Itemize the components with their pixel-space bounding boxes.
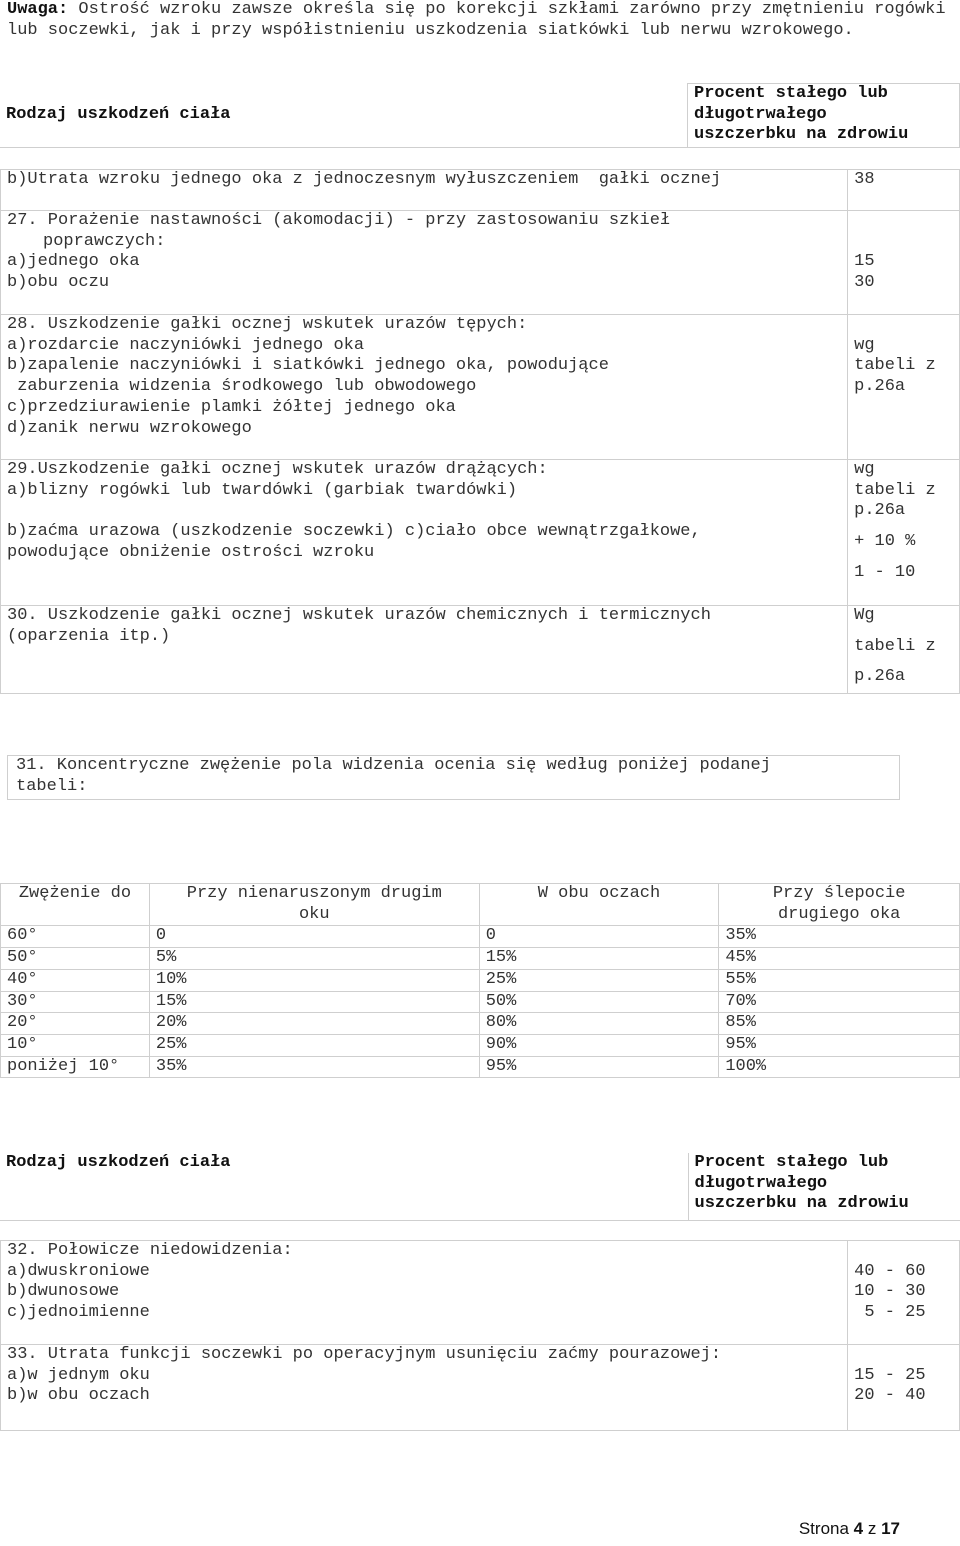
table-row — [1, 1345, 960, 1431]
footer-prefix: Strona — [798, 1519, 854, 1539]
table-row — [1, 211, 960, 315]
table-header-row — [0, 1153, 960, 1220]
table-row — [1, 969, 960, 991]
table-cell: 0 — [479, 926, 719, 948]
table-row — [1, 1034, 960, 1056]
table-header-row — [0, 84, 960, 148]
row-29-values — [848, 460, 960, 606]
row-28-value: p.26a — [854, 377, 906, 397]
footer-separator: z — [863, 1519, 882, 1539]
row-32-item: a)dwuskroniowe — [7, 1261, 150, 1281]
header-injury-type-label: Rodzaj uszkodzeń ciała — [6, 1153, 231, 1172]
table-cell: 10° — [1, 1034, 150, 1056]
table-cell: 0 — [149, 926, 479, 948]
table-cell: 45% — [719, 948, 960, 970]
table-cell: 35% — [149, 1056, 479, 1078]
table-row — [1, 926, 960, 948]
table-cell: 85% — [719, 1013, 960, 1035]
header-percent-line: długotrwałego — [694, 104, 827, 124]
row-32-item: c)jednoimienne — [7, 1303, 150, 1323]
table-cell: 20° — [1, 1013, 150, 1035]
row-27-item: a)jednego oka — [7, 252, 140, 272]
row-29-value: p.26a — [854, 501, 906, 521]
table-cell: 95% — [479, 1056, 719, 1078]
table-cell: 80% — [479, 1013, 719, 1035]
table-cell: 100% — [719, 1056, 960, 1078]
row-32-item: b)dwunosowe — [7, 1282, 120, 1302]
row-28-item: b)zapalenie naczyniówki i siatkówki jednego oka, powodujące — [7, 356, 609, 376]
field-narrowing-table — [0, 883, 960, 1078]
table-row — [1, 1056, 960, 1078]
col-header-label: oku — [298, 904, 330, 924]
header-percent-line: Procent stałego lub — [694, 1153, 889, 1172]
row-32-value: 5 - 25 — [854, 1303, 926, 1323]
warning-note — [7, 0, 952, 41]
table-row — [1, 460, 960, 606]
table-row — [1, 606, 960, 694]
page-footer — [799, 1519, 900, 1540]
header-percent-line: długotrwałego — [694, 1173, 828, 1193]
row-28-text — [1, 315, 848, 460]
table-cell: 40° — [1, 969, 150, 991]
warning-label: Uwaga: — [7, 0, 69, 19]
table-cell: poniżej 10° — [1, 1056, 150, 1078]
row-29-item: powodujące obniżenie ostrości wzroku — [7, 542, 375, 562]
table-cell: 70% — [719, 991, 960, 1013]
row-29-item: a)blizny rogówki lub twardówki (garbiak twardówki) — [7, 480, 518, 500]
col-header-label: Przy ślepocie — [772, 884, 906, 903]
row-29-title: 29.Uszkodzenie gałki ocznej wskutek urazów drążących: — [7, 460, 548, 479]
table-cell: 10% — [149, 969, 479, 991]
header-injury-type — [0, 84, 688, 148]
header-percent — [688, 1153, 960, 1220]
table-cell: 20% — [149, 1013, 479, 1035]
table-row — [1, 948, 960, 970]
row-b-text — [1, 170, 848, 211]
row-27-values — [848, 211, 960, 315]
header-percent-line: uszczerbku na zdrowiu — [694, 125, 909, 145]
row-27-text — [1, 211, 848, 315]
row-b-label: b)Utrata wzroku jednego oka z jednoczesnym wyłuszczeniem gałki ocznej — [7, 170, 722, 189]
row-29-value: 1 - 10 — [854, 562, 916, 582]
col-header-label: Zwężenie do — [18, 884, 132, 903]
table-cell: 35% — [719, 926, 960, 948]
row-b-value-text: 38 — [854, 170, 875, 189]
note-31-line: tabeli: — [16, 776, 88, 796]
table-cell: 95% — [719, 1034, 960, 1056]
footer-total-pages: 17 — [881, 1519, 900, 1539]
col-header-label: W obu oczach — [537, 884, 661, 903]
row-32-values — [848, 1241, 960, 1345]
table-cell: 90% — [479, 1034, 719, 1056]
row-28-value: tabeli z — [854, 356, 936, 376]
col-header-both-eyes — [479, 884, 719, 926]
row-29-value: wg — [854, 460, 875, 479]
row-30-value: tabeli z — [854, 636, 936, 656]
row-30-value: p.26a — [854, 667, 906, 687]
table-cell: 25% — [479, 969, 719, 991]
table-header-row — [1, 884, 960, 926]
table-cell: 60° — [1, 926, 150, 948]
table-cell: 30° — [1, 991, 150, 1013]
row-b-value — [848, 170, 960, 211]
row-33-item: b)w obu oczach — [7, 1386, 150, 1406]
header-percent-line: Procent stałego lub — [694, 84, 888, 103]
table-cell: 15% — [149, 991, 479, 1013]
injury-table-3 — [0, 1153, 960, 1221]
footer-page-number: 4 — [853, 1519, 864, 1539]
table-row — [1, 991, 960, 1013]
col-header-intact-other-eye — [149, 884, 479, 926]
row-27-value: 30 — [854, 273, 875, 293]
table-cell: 50% — [479, 991, 719, 1013]
header-percent — [688, 84, 960, 148]
table-row — [1, 1241, 960, 1345]
row-30-text — [1, 606, 848, 694]
row-28-item: d)zanik nerwu wzrokowego — [7, 418, 252, 438]
row-27-title-cont: poprawczych: — [43, 231, 166, 251]
row-33-text — [1, 1345, 848, 1431]
table-cell: 25% — [149, 1034, 479, 1056]
header-injury-type-label: Rodzaj uszkodzeń ciała — [6, 104, 231, 124]
row-29-text — [1, 460, 848, 606]
row-33-values — [848, 1345, 960, 1431]
row-32-value: 10 - 30 — [854, 1282, 926, 1302]
row-28-title: 28. Uszkodzenie gałki ocznej wskutek urazów tępych: — [7, 315, 528, 334]
warning-text: Ostrość wzroku zawsze określa się po korekcji szkłami zarówno przy zmętnieniu rogówki lub soczewki, jak i przy współistnieniu uszkodzenia siatkówki lub nerwu wzrokowego. — [7, 0, 946, 40]
row-32-text — [1, 1241, 848, 1345]
row-30-title-cont: (oparzenia itp.) — [7, 626, 171, 646]
row-28-value: wg — [854, 335, 875, 355]
row-33-title: 33. Utrata funkcji soczewki po operacyjnym usunięciu zaćmy pourazowej: — [7, 1345, 722, 1364]
row-30-title: 30. Uszkodzenie gałki ocznej wskutek urazów chemicznych i termicznych — [7, 606, 711, 625]
table-row — [1, 1013, 960, 1035]
row-27-item: b)obu oczu — [7, 273, 110, 293]
row-30-values — [848, 606, 960, 694]
note-31-line: 31. Koncentryczne zwężenie pola widzenia ocenia się według poniżej podanej — [16, 756, 771, 775]
row-29-value: + 10 % — [854, 532, 916, 552]
row-27-value: 15 — [854, 252, 875, 272]
table-cell: 15% — [479, 948, 719, 970]
row-28-values — [848, 315, 960, 460]
row-30-value: Wg — [854, 606, 875, 625]
col-header-blind-other-eye — [719, 884, 960, 926]
col-header-label: drugiego oka — [777, 904, 901, 924]
row-27-title: 27. Porażenie nastawności (akomodacji) - przy zastosowaniu szkieł — [7, 211, 671, 230]
table-row — [1, 170, 960, 211]
table-cell: 5% — [149, 948, 479, 970]
row-28-item: a)rozdarcie naczyniówki jednego oka — [7, 335, 365, 355]
row-32-title: 32. Połowicze niedowidzenia: — [7, 1241, 293, 1260]
table-row — [1, 315, 960, 460]
table-cell: 50° — [1, 948, 150, 970]
row-28-item: c)przedziurawienie plamki żółtej jednego oka — [7, 397, 456, 417]
row-29-value: tabeli z — [854, 480, 936, 500]
row-28-item: zaburzenia widzenia środkowego lub obwodowego — [7, 377, 477, 397]
row-32-value: 40 - 60 — [854, 1261, 926, 1281]
injury-table-4 — [0, 1240, 960, 1431]
col-header-label: Przy nienaruszonym drugim — [186, 884, 442, 903]
injury-table-1 — [0, 83, 960, 148]
note-31-box — [7, 755, 900, 800]
table-cell: 55% — [719, 969, 960, 991]
header-injury-type — [0, 1153, 688, 1220]
row-33-value: 20 - 40 — [854, 1386, 926, 1406]
header-percent-line: uszczerbku na zdrowiu — [694, 1194, 909, 1214]
row-33-value: 15 - 25 — [854, 1365, 926, 1385]
row-29-item: b)zaćma urazowa (uszkodzenie soczewki) c)ciało obce wewnątrzgałkowe, — [7, 522, 701, 542]
row-33-item: a)w jednym oku — [7, 1365, 150, 1385]
col-header-narrowing — [1, 884, 150, 926]
note-31-cell — [8, 756, 900, 800]
injury-table-2 — [0, 169, 960, 694]
